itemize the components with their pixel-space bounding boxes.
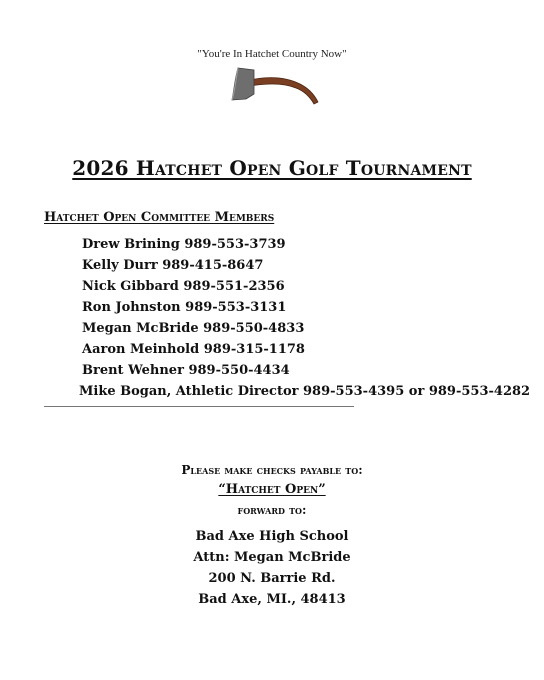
- hatchet-icon: [224, 64, 324, 108]
- payee-name: “Hatchet Open”: [218, 482, 326, 497]
- committee-member: Drew Brining 989-553-3739: [82, 237, 286, 252]
- payment-instructions: [0, 460, 544, 520]
- athletic-director: Mike Bogan, Athletic Director 989-553-4395 or 989-553-4282: [79, 384, 531, 399]
- address-line-4: Bad Axe, MI., 48413: [198, 592, 346, 607]
- address-line-3: 200 N. Barrie Rd.: [208, 571, 336, 586]
- mailing-address: [0, 526, 544, 610]
- address-line-2: Attn: Megan McBride: [193, 550, 351, 565]
- committee-heading: Hatchet Open Committee Members: [44, 210, 275, 225]
- committee-member: Brent Wehner 989-550-4434: [82, 363, 290, 378]
- committee-member-list: [79, 234, 531, 402]
- forward-to-label: forward to:: [237, 503, 307, 517]
- committee-member: Nick Gibbard 989-551-2356: [82, 279, 285, 294]
- committee-member: Kelly Durr 989-415-8647: [82, 258, 264, 273]
- committee-member: Ron Johnston 989-553-3131: [82, 300, 287, 315]
- address-line-1: Bad Axe High School: [195, 529, 349, 544]
- divider: [44, 406, 354, 407]
- payable-to-label: Please make checks payable to:: [181, 463, 363, 477]
- logo-quote: "You're In Hatchet Country Now": [197, 48, 347, 60]
- committee-member: Megan McBride 989-550-4833: [82, 321, 305, 336]
- page-title: 2026 Hatchet Open Golf Tournament: [72, 156, 472, 180]
- committee-member: Aaron Meinhold 989-315-1178: [82, 342, 305, 357]
